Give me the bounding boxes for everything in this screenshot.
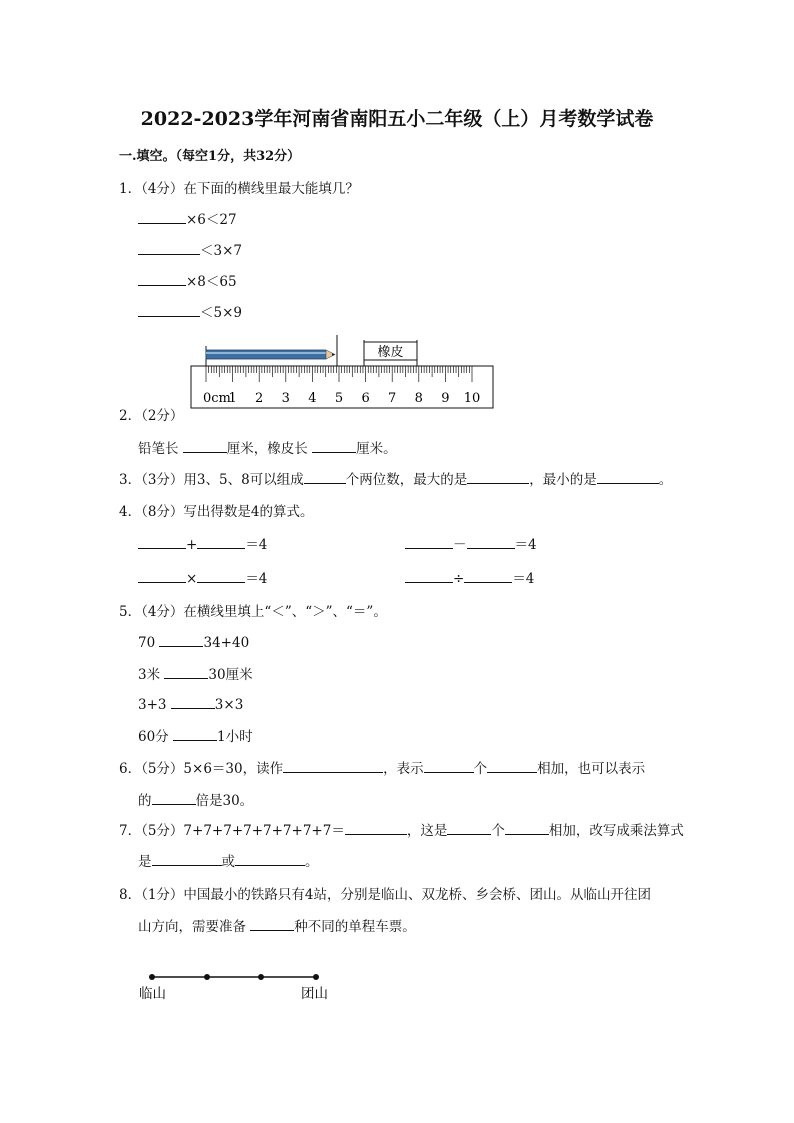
q8-line-1: 8．（1分）中国最小的铁路只有4站，分别是临山、双龙桥、乡会桥、团山。从临山开往团: [119, 887, 652, 903]
q1-line-1: [138, 208, 237, 228]
pencil-icon: [206, 335, 337, 366]
answer-blank[interactable]: [283, 758, 383, 773]
ruler-tick-label: 5: [334, 391, 344, 406]
answer-blank[interactable]: [312, 438, 356, 453]
q1-line-4: [138, 301, 242, 321]
q4-stem: 4．（8分）写出得数是4的算式。: [119, 504, 314, 520]
q4-eq-2: － ＝4: [405, 533, 537, 553]
q4-eq-4: ÷ ＝4: [405, 567, 534, 587]
q5-item-3: 3+3 3×3: [138, 694, 243, 713]
answer-blank[interactable]: [197, 568, 245, 583]
q4-eq-3: × ＝4: [138, 567, 267, 587]
ruler-figure: [185, 330, 500, 412]
q3-text: 3．（3分）用3、5、8可以组成 个两位数，最大的是 ，最小的是 。: [119, 468, 672, 488]
answer-blank[interactable]: [464, 568, 512, 583]
ruler-tick-label: 4: [308, 391, 317, 406]
ruler-tick-label: 0cm: [203, 391, 231, 406]
ruler-tick-label: 1: [228, 391, 237, 406]
ruler-tick-label: 10: [463, 391, 481, 406]
q5-item-1: 70 34+40: [138, 632, 249, 651]
answer-blank[interactable]: [138, 209, 186, 224]
page-title: 2022-2023学年河南省南阳五小二年级（上）月考数学试卷: [140, 108, 654, 130]
ruler-tick-label: 7: [388, 391, 397, 406]
station-label-start: 临山: [139, 986, 166, 1002]
answer-blank[interactable]: [164, 664, 208, 679]
station-label-end: 团山: [301, 986, 328, 1002]
q5-item-2: 3米 30厘米: [138, 663, 253, 683]
q8-line-2: 山方向，需要准备 种不同的单程车票。: [138, 915, 416, 935]
answer-blank[interactable]: [405, 568, 453, 583]
station-dot: [149, 974, 155, 980]
answer-blank[interactable]: [467, 469, 529, 484]
q1-stem: 1．（4分）在下面的横线里最大能填几？: [119, 181, 359, 197]
q1-expr: ＜5×9: [200, 305, 242, 321]
answer-blank[interactable]: [173, 726, 217, 741]
q2-stem: 2．（2分）: [119, 408, 184, 424]
ruler-tick-label: 9: [441, 391, 450, 406]
q5-stem: 5．（4分）在横线里填上“＜”、“＞”、“＝”。: [119, 604, 387, 620]
q1-line-2: [138, 239, 242, 259]
q1-expr: ×8＜65: [186, 274, 237, 290]
answer-blank[interactable]: [424, 758, 474, 773]
ruler-tick-label: 2: [255, 391, 264, 406]
answer-blank[interactable]: [183, 438, 227, 453]
answer-blank[interactable]: [138, 240, 200, 255]
railway-diagram: [135, 968, 345, 1004]
station-dot: [258, 974, 264, 980]
q1-expr: ×6＜27: [186, 212, 237, 228]
answer-blank[interactable]: [138, 534, 186, 549]
answer-blank[interactable]: [235, 851, 305, 866]
station-dot: [204, 974, 210, 980]
ruler-tick-label: 8: [414, 391, 423, 406]
q6-line-2: 的 倍是30。: [138, 789, 253, 809]
answer-blank[interactable]: [250, 916, 294, 931]
q1-expr: ＜3×7: [200, 243, 242, 259]
eraser-icon: [364, 340, 417, 366]
ruler-tick-label: 3: [281, 391, 290, 406]
q6-line-1: 6．（5分）5×6＝30，读作 ，表示 个 相加，也可以表示: [119, 757, 645, 777]
ruler-tick-label: 6: [361, 391, 370, 406]
answer-blank[interactable]: [138, 568, 186, 583]
section-heading: 一.填空。（每空1分，共32分）: [119, 149, 301, 164]
answer-blank[interactable]: [152, 851, 222, 866]
q1-line-3: [138, 270, 237, 290]
answer-blank[interactable]: [304, 469, 346, 484]
q2-answer: 铅笔长 厘米，橡皮长 厘米。: [138, 437, 397, 457]
answer-blank[interactable]: [171, 694, 215, 709]
answer-blank[interactable]: [138, 271, 186, 286]
answer-blank[interactable]: [487, 758, 537, 773]
q7-line-2: 是 或 。: [138, 850, 319, 870]
answer-blank[interactable]: [345, 820, 407, 835]
q7-line-1: 7．（5分）7+7+7+7+7+7+7+7＝ ，这是 个 相加，改写成乘法算式: [119, 819, 684, 839]
answer-blank[interactable]: [138, 302, 200, 317]
answer-blank[interactable]: [505, 820, 549, 835]
answer-blank[interactable]: [197, 534, 245, 549]
answer-blank[interactable]: [447, 820, 491, 835]
answer-blank[interactable]: [159, 632, 203, 647]
answer-blank[interactable]: [152, 790, 196, 805]
answer-blank[interactable]: [467, 534, 515, 549]
q4-eq-1: + ＝4: [138, 533, 267, 553]
answer-blank[interactable]: [597, 469, 659, 484]
station-dot: [313, 974, 319, 980]
q5-item-4: 60分 1小时: [138, 725, 253, 745]
answer-blank[interactable]: [405, 534, 453, 549]
eraser-label: 橡皮: [377, 345, 404, 360]
